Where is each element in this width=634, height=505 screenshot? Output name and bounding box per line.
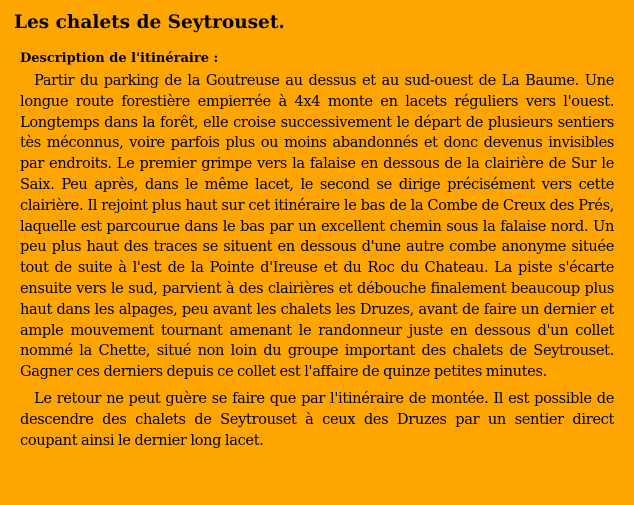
itinerary-paragraph: Partir du parking de la Goutreuse au dessus et au sud-ouest de La Baume. Une longue route forestière empierrée à 4x4 monte en lacets réguliers vers l'ouest. Longtemps dans la forêt, elle croise successivement le départ de plusieurs sentiers tès méconnus, voire parfois plus ou moins abandonnés et donc devenus invisibles par endroits. Le premier grimpe vers la falaise en dessous de la clairière de Sur le Saix. Peu après, dans le même lacet, le second se dirige précisément vers cette clairière. Il rejoint plus haut sur cet itinéraire le bas de la Combe de Creux des Prés, laquelle est parcourue dans le bas par un excellent chemin sous la falaise nord. Un peu plus haut des traces se situent en dessous d'une autre combe anonyme située tout de suite à l'est de la Pointe d'Ireuse et du Roc du Chateau. La piste s'écarte ensuite vers le sud, parvient à des clairières et débouche finalement beaucoup plus haut dans les alpages, peu avant les chalets les Druzes, avant de faire un dernier et ample mouvement tournant amenant le randonneur juste en dessous d'un collet nommé la Chette, situé non loin du groupe important des chalets de Seytrouset. Gagner ces derniers depuis ce collet est l'affaire de quinze petites minutes. <box>20 72 614 381</box>
page-title: Les chalets de Seytrouset. <box>14 12 285 33</box>
return-paragraph: Le retour ne peut guère se faire que par l'itinéraire de montée. Il est possible de descendre des chalets de Seytrouset à ceux des Druzes par un sentier direct coupant ainsi le dernier long lacet. <box>20 389 614 449</box>
section-heading: Description de l'itinéraire : <box>20 51 219 66</box>
